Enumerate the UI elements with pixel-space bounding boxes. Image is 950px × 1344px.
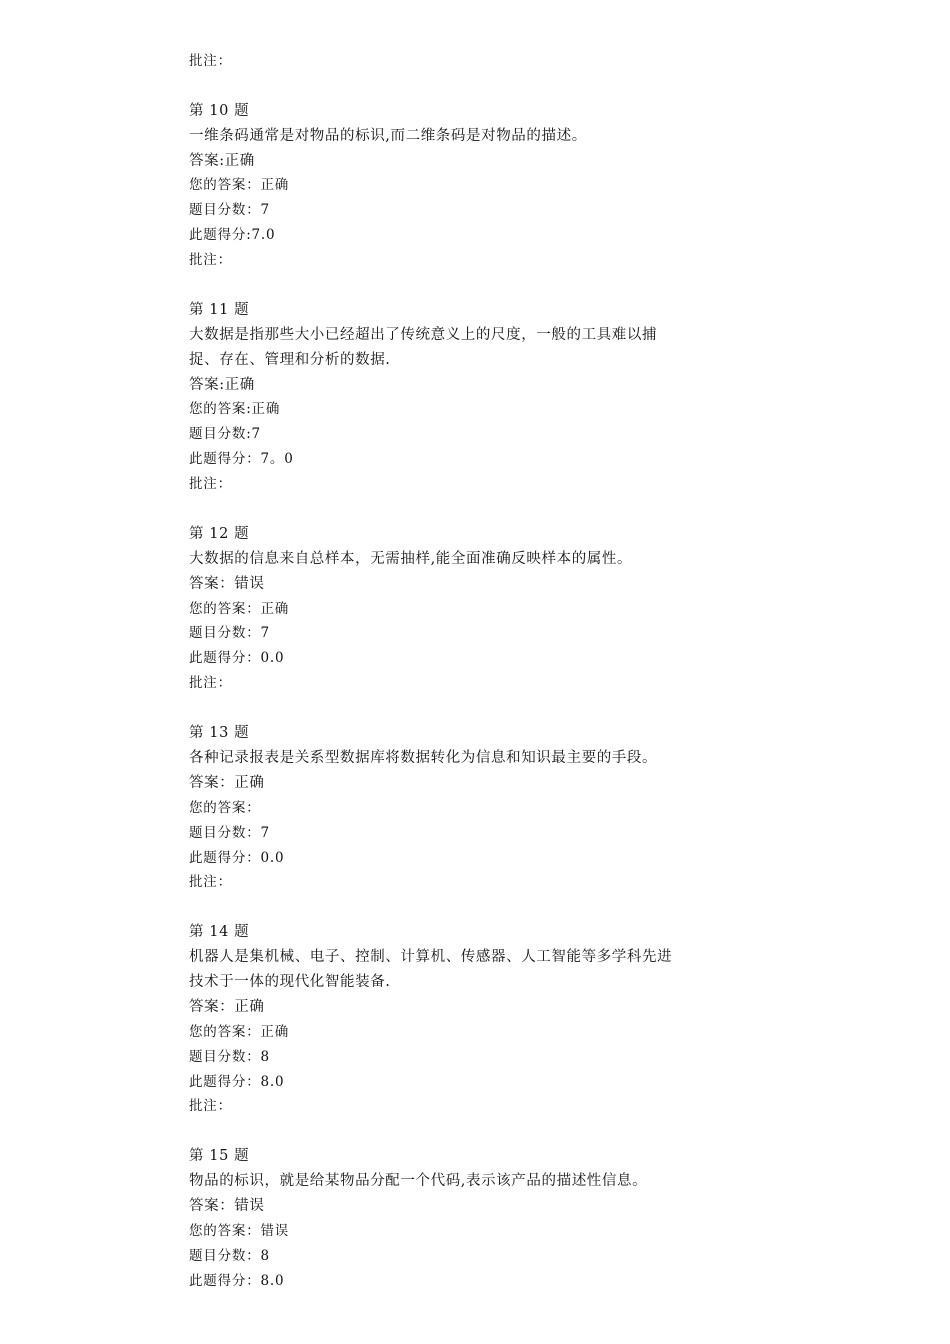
spacer (189, 1119, 769, 1144)
score-earned: 此题得分：7。0 (189, 451, 294, 468)
question-stem: 一维条码通常是对物品的标识,而二维条码是对物品的描述。 (189, 127, 587, 144)
question-title: 第 15 题 (189, 1148, 250, 1165)
your-answer: 您的答案：正确 (189, 600, 290, 617)
spacer (189, 696, 769, 721)
your-answer: 您的答案： (189, 799, 261, 816)
question-block (189, 99, 769, 273)
your-answer: 您的答案：正确 (189, 177, 290, 194)
question-score: 题目分数:7 (189, 426, 261, 443)
question-score: 题目分数：8 (189, 1048, 270, 1065)
question-title: 第 11 题 (189, 301, 250, 318)
note-label: 批注： (189, 252, 232, 269)
score-earned: 此题得分：0.0 (189, 849, 285, 866)
correct-answer: 答案：正确 (189, 774, 265, 791)
your-answer: 您的答案:正确 (189, 401, 281, 418)
question-block (189, 721, 769, 895)
spacer (189, 273, 769, 298)
note-label: 批注： (189, 476, 232, 493)
question-title: 第 10 题 (189, 102, 250, 119)
note-label: 批注： (189, 675, 232, 692)
question-stem: 机器人是集机械、电子、控制、计算机、传感器、人工智能等多学科先进 (189, 949, 673, 966)
top-note-label: 批注： (189, 53, 232, 69)
spacer (189, 895, 769, 920)
question-block (189, 298, 769, 497)
question-stem: 大数据是指那些大小已经超出了传统意义上的尺度，一般的工具难以捕 (189, 326, 658, 343)
question-block (189, 920, 769, 1119)
question-title: 第 13 题 (189, 725, 250, 742)
question-title: 第 12 题 (189, 525, 250, 542)
score-earned: 此题得分：0.0 (189, 650, 285, 667)
question-stem: 捉、存在、管理和分析的数据. (189, 351, 391, 368)
spacer (189, 74, 769, 99)
question-title: 第 14 题 (189, 924, 250, 941)
question-stem: 各种记录报表是关系型数据库将数据转化为信息和知识最主要的手段。 (189, 749, 658, 766)
spacer (189, 497, 769, 522)
question-stem: 技术于一体的现代化智能装备. (189, 973, 391, 990)
question-score: 题目分数：7 (189, 625, 270, 642)
question-score: 题目分数：7 (189, 202, 270, 219)
document-page (189, 49, 769, 1294)
question-stem: 大数据的信息来自总样本，无需抽样,能全面准确反映样本的属性。 (189, 550, 633, 567)
correct-answer: 答案：错误 (189, 575, 265, 592)
question-stem: 物品的标识，就是给某物品分配一个代码,表示该产品的描述性信息。 (189, 1173, 648, 1190)
question-block (189, 1144, 769, 1293)
correct-answer: 答案:正确 (189, 152, 255, 169)
correct-answer: 答案：正确 (189, 998, 265, 1015)
your-answer: 您的答案：正确 (189, 1023, 290, 1040)
score-earned: 此题得分：8.0 (189, 1073, 285, 1090)
your-answer: 您的答案：错误 (189, 1222, 290, 1239)
score-earned: 此题得分:7.0 (189, 227, 276, 244)
score-earned: 此题得分：8.0 (189, 1272, 285, 1289)
question-score: 题目分数：7 (189, 824, 270, 841)
question-block (189, 522, 769, 696)
question-score: 题目分数：8 (189, 1247, 270, 1264)
note-label: 批注： (189, 1098, 232, 1115)
correct-answer: 答案:正确 (189, 376, 255, 393)
correct-answer: 答案：错误 (189, 1197, 265, 1214)
note-label: 批注： (189, 874, 232, 891)
